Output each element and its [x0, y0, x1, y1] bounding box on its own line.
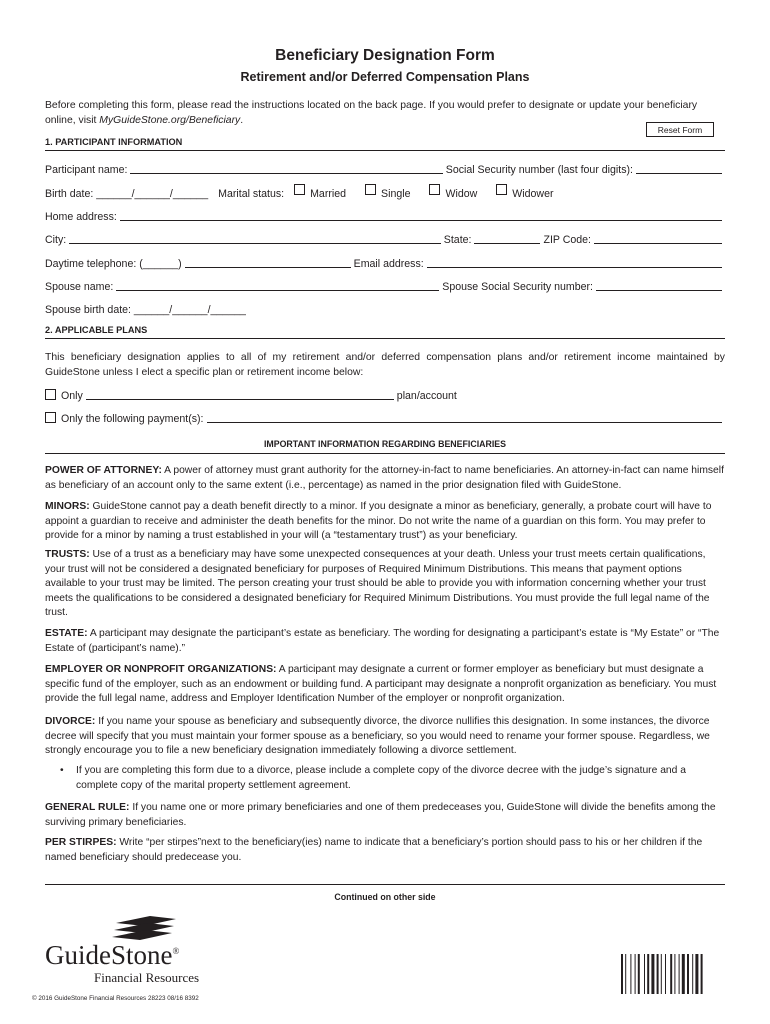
trusts-paragraph [45, 548, 725, 621]
bullet-dot: • [60, 765, 64, 776]
birth-date-label[interactable]: Birth date: ______/______/______ [45, 188, 209, 200]
important-info-heading: IMPORTANT INFORMATION REGARDING BENEFICIARIES [45, 439, 725, 454]
only-label: Only [61, 390, 83, 402]
widower-option[interactable] [496, 184, 553, 200]
general-rule-text: If you name one or more primary beneficiaries and one of them predeceases you, GuideStone will divide the benefits among the surviving primary beneficiaries. [45, 802, 716, 828]
power-of-attorney-text: A power of attorney must grant authority for the attorney-in-fact to name beneficiaries. An attorney-in-fact can name himself as beneficiary of an account only to the same extent (i.e., percentage) as named in the prior designation filed with GuideStone. [45, 465, 724, 491]
state-field[interactable] [474, 243, 540, 244]
only-following-label: Only the following payment(s): [61, 413, 204, 425]
single-option[interactable] [365, 184, 410, 200]
participant-name-field[interactable] [130, 173, 442, 174]
employer-term: EMPLOYER OR NONPROFIT ORGANIZATIONS: [45, 664, 277, 675]
intro-text: Before completing this form, please read the instructions located on the back page. If you would prefer to designate or update your beneficiary online, visit [45, 100, 698, 126]
barcode-icon [621, 954, 725, 994]
spouse-birth-label[interactable]: Spouse birth date: ______/______/______ [45, 304, 246, 316]
spouse-name-field[interactable] [116, 290, 439, 291]
divorce-term: DIVORCE: [45, 716, 96, 727]
footer-divider [45, 884, 725, 885]
widow-option[interactable] [429, 184, 477, 200]
phone-email-row [45, 254, 725, 270]
minors-term: MINORS: [45, 501, 90, 512]
birth-marital-row [45, 184, 725, 200]
general-rule-term: GENERAL RULE: [45, 802, 130, 813]
divorce-bullet [60, 764, 725, 793]
minors-text: GuideStone cannot pay a death benefit directly to a minor. If you designate a minor as beneficiary, generally, a probate court will have to appoint a guardian to receive and administer the death benefits for the minor. Do not write the name of a guardian on this form. You may prefer to provide for a minor by naming a trust established in your will (a “testamentary trust”) as your beneficiary. [45, 501, 712, 542]
applicable-plans-text: This beneficiary designation applies to all of my retirement and/or deferred compensation plans and/or retirement income maintained by GuideStone unless I elect a specific plan or retirement income below: [45, 352, 725, 378]
logo-registered-mark: ® [172, 946, 180, 956]
only-plan-row [45, 386, 725, 402]
plan-account-field[interactable] [86, 399, 394, 400]
married-checkbox[interactable] [294, 184, 305, 195]
reset-form-button[interactable]: Reset Form [646, 122, 714, 137]
general-rule-paragraph [45, 801, 725, 830]
widow-label: Widow [445, 188, 478, 200]
email-field[interactable] [427, 267, 722, 268]
spouse-name-label: Spouse name: [45, 281, 114, 293]
divorce-text: If you name your spouse as beneficiary and subsequently divorce, the divorce nullifies this designation. In some instances, the divorce decree will specify that you must maintain your former spouse as a beneficiary, so you would need to rename your former spouse. Regardless, we strongly encourage you to file a new beneficiary designation immediately following a divorce settlement. [45, 716, 710, 757]
city-label: City: [45, 234, 67, 246]
zip-label: ZIP Code: [543, 234, 591, 246]
spouse-ssn-label: Spouse Social Security number: [442, 281, 593, 293]
ssn-field[interactable] [636, 173, 722, 174]
home-address-label: Home address: [45, 211, 117, 223]
participant-name-row [45, 160, 725, 176]
married-label: Married [310, 188, 347, 200]
plan-account-label: plan/account [396, 390, 457, 402]
payments-field[interactable] [207, 422, 723, 423]
widow-checkbox[interactable] [429, 184, 440, 195]
estate-term: ESTATE: [45, 628, 88, 639]
home-address-row [45, 207, 725, 223]
form-title: Beneficiary Designation Form [275, 47, 495, 64]
state-label: State: [443, 234, 472, 246]
employer-text: A participant may designate a current or former employer as beneficiary but must designate a specific fund of the employer, such as an endowment or building fund. A participant may designate a nonprofit organization as beneficiary. You must provide the full legal name, address and Employer Identification Number of the employer or nonprofit organization. [45, 664, 717, 705]
per-stirpes-text: Write “per stirpes”next to the beneficiary(ies) name to indicate that a beneficiary’s portion should pass to his or her children if the named beneficiary should predecease you. [45, 837, 703, 863]
per-stirpes-term: PER STIRPES: [45, 837, 117, 848]
form-subtitle: Retirement and/or Deferred Compensation Plans [240, 70, 530, 84]
only-plan-checkbox[interactable] [45, 389, 56, 400]
daytime-phone-label: Daytime telephone: (______) [45, 258, 182, 270]
only-following-row [45, 409, 725, 425]
per-stirpes-paragraph [45, 836, 725, 865]
applicable-plans-heading: 2. APPLICABLE PLANS [45, 325, 725, 339]
power-of-attorney-paragraph [45, 464, 725, 493]
daytime-phone-field[interactable] [185, 267, 351, 268]
only-following-checkbox[interactable] [45, 412, 56, 423]
widower-checkbox[interactable] [496, 184, 507, 195]
married-option[interactable] [294, 184, 346, 200]
logo-subtitle: Financial Resources [94, 970, 200, 985]
minors-paragraph [45, 500, 725, 544]
divorce-bullet-text: If you are completing this form due to a divorce, please include a complete copy of the divorce decree with the judge’s signature and a complete copy of the marital property settlement agreement. [76, 765, 686, 791]
email-label: Email address: [353, 258, 424, 270]
city-state-zip-row [45, 230, 725, 246]
logo-name-text: GuideStone [45, 940, 173, 970]
zip-field[interactable] [594, 243, 722, 244]
copyright-footer: © 2016 GuideStone Financial Resources 28223 08/16 8392 [32, 995, 199, 1002]
logo-wordmark [45, 940, 179, 971]
trusts-term: TRUSTS: [45, 549, 90, 560]
power-of-attorney-term: POWER OF ATTORNEY: [45, 465, 162, 476]
intro-paragraph [45, 98, 725, 128]
home-address-field[interactable] [120, 220, 722, 221]
spouse-ssn-field[interactable] [596, 290, 722, 291]
spouse-row [45, 277, 725, 293]
beneficiary-link[interactable]: MyGuideStone.org/Beneficiary [99, 115, 241, 126]
city-field[interactable] [69, 243, 441, 244]
continued-note: Continued on other side [334, 892, 436, 902]
spouse-birth-row [45, 300, 725, 316]
estate-text: A participant may designate the participant’s estate as beneficiary. The wording for designating a participant’s estate is “My Estate” or “The Estate of (participant’s name).” [45, 628, 720, 654]
widower-label: Widower [512, 188, 554, 200]
single-checkbox[interactable] [365, 184, 376, 195]
intro-end: . [240, 115, 244, 126]
employer-paragraph [45, 663, 725, 707]
marital-status-label: Marital status: [218, 188, 285, 200]
single-label: Single [381, 188, 411, 200]
divorce-paragraph [45, 715, 725, 759]
participant-name-label: Participant name: [45, 164, 128, 176]
ssn-label: Social Security number (last four digits): [445, 164, 633, 176]
participant-info-heading: 1. PARTICIPANT INFORMATION [45, 137, 725, 151]
trusts-text: Use of a trust as a beneficiary may have some unexpected consequences at your death. Unless your trust meets certain qualifications, your trust will not be considered a designated beneficiary for purposes of Required Minimum Distributions. This means that payment options available to your trust may be limited. The person creating your trust should be able to provide you with information concerning whether your trust meets the qualifications to be considered a designated beneficiary for Required Minimum Distributions. You must provide the full legal name of the trust. [45, 549, 710, 619]
estate-paragraph [45, 627, 725, 656]
guidestone-logo-icon [110, 915, 182, 943]
